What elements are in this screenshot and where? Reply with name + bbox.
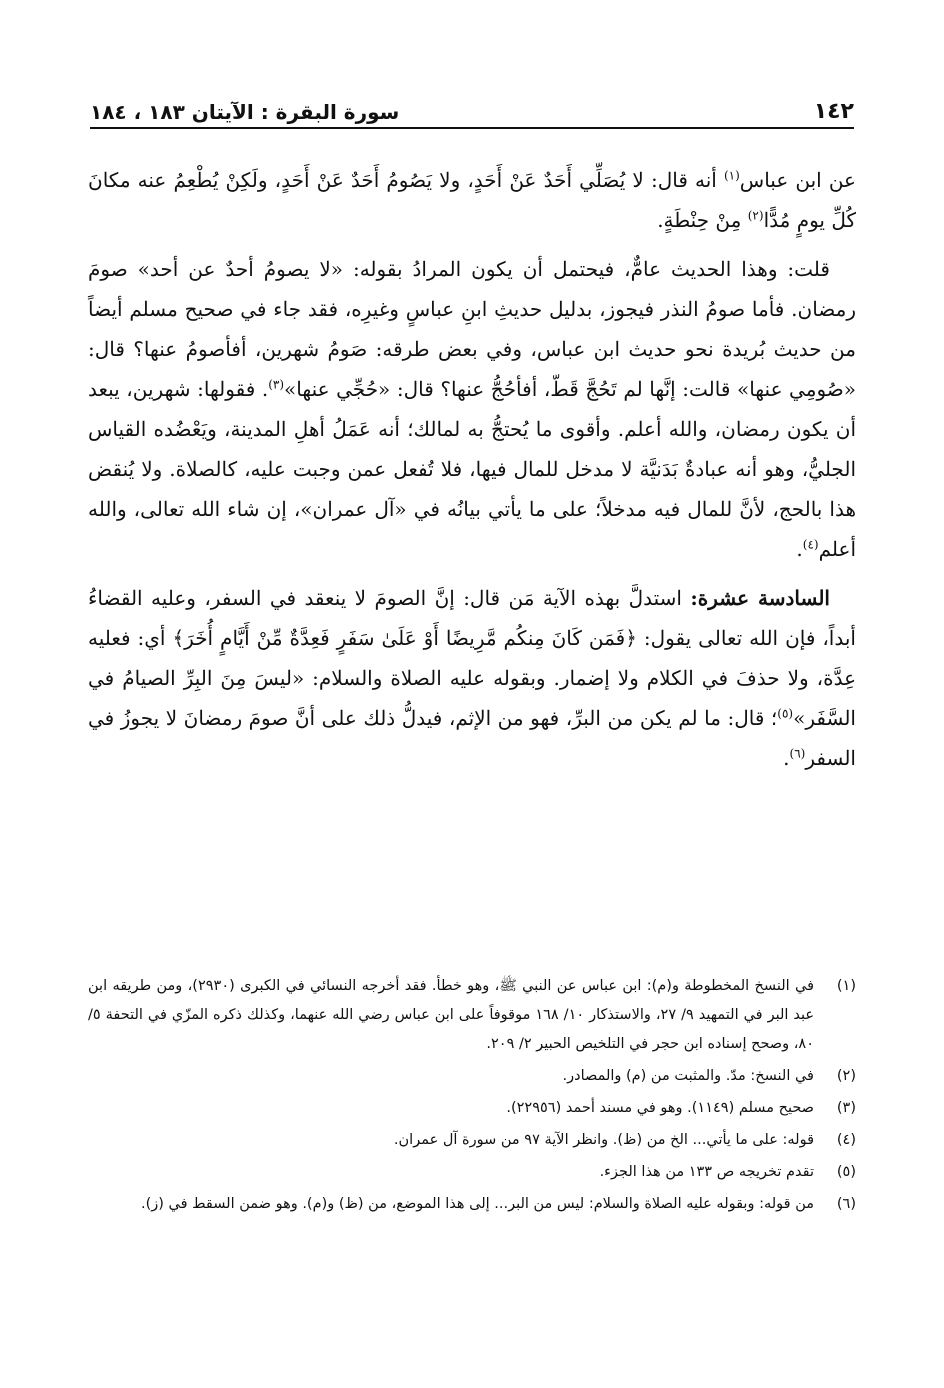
footnote-text: قوله: على ما يأتي... الخ من (ظ). وانظر الآية ٩٧ من سورة آل عمران. xyxy=(393,1132,814,1148)
text-run: أنه قال: لا يُصَلِّي أَحَدٌ عَنْ أَحَدٍ، ولا يَصُومُ أَحَدٌ عَنْ أَحَدٍ، ولَكِنْ يُطْعِمُ عنه مكانَ كُلِّ يومٍ مُدًّا xyxy=(88,168,856,232)
footnote-number: (٢) xyxy=(836,1068,856,1084)
footnote-number: (٤) xyxy=(836,1132,856,1148)
paragraph-3 xyxy=(88,578,856,778)
paragraph-2 xyxy=(88,249,856,569)
footnote-text: تقدم تخريجه ص ١٣٣ من هذا الجزء. xyxy=(599,1164,814,1180)
text-run: ؛ قال: ما لم يكن من البرِّ، فهو من الإثم، فيدلُّ ذلك على أنَّ صومَ رمضانَ لا يجوزُ في السفر xyxy=(88,706,856,770)
footnote xyxy=(88,1158,856,1187)
footnote xyxy=(88,1190,856,1219)
header-rule xyxy=(90,127,854,129)
main-text xyxy=(88,160,856,787)
page-header xyxy=(90,88,854,124)
footnote-ref: (٤) xyxy=(802,537,819,552)
text-run: . فقولها: شهرين، يبعد أن يكون رمضان، والله أعلم. وأقوى ما يُحتجُّ به لمالك؛ أنه عَمَلُ أهلِ المدينة، ويَعْضُده القياس الجليُّ، وهو أنه عبادةٌ بَدَنيَّة لا مدخل للمال فيها، فلا تُفعل عمن وجبت عليه، كالصلاة. ولا يُنقض هذا بالحج، لأنَّ للمال فيه مدخلاً؛ على ما يأتي بيانُه في «آل عمران»، إن شاء الله تعالى، والله أعلم xyxy=(88,377,857,561)
text-run: عن ابن عباس xyxy=(739,168,856,192)
footnote-number: (٦) xyxy=(836,1196,856,1212)
footnote-text: في النسخ المخطوطة و(م): ابن عباس عن النبي ﷺ، وهو خطأ. فقد أخرجه النسائي في الكبرى (٢٩٣٠)، ومن طريقه ابن عبد البر في التمهيد ٩/ ٢٧، والاستذكار ١٠/ ١٦٨ موقوفاً على ابن عباس رضي الله عنهما، وكذلك ذكره المزّي في التحفة ٥/ ٨٠، وصحح إسناده ابن حجر في التلخيص الحبير ٢/ ٢٠٩. xyxy=(88,978,814,1052)
footnote-ref: (٦) xyxy=(789,746,806,761)
footnote-ref: (٥) xyxy=(777,706,794,721)
section-lead: السادسة عشرة: xyxy=(690,586,830,610)
text-run: مِنْ حِنْطَةٍ. xyxy=(657,208,748,232)
footnote xyxy=(88,1062,856,1091)
footnote-ref: (٢) xyxy=(747,208,764,223)
running-title: سورة البقرة : الآيتان ١٨٣ ، ١٨٤ xyxy=(90,100,400,124)
footnote-number: (٥) xyxy=(836,1164,856,1180)
footnote-ref: (١) xyxy=(723,168,740,183)
footnote-text: من قوله: وبقوله عليه الصلاة والسلام: ليس من البر... إلى هذا الموضع، من (ظ) و(م). وهو ضمن السقط في (ز). xyxy=(140,1196,814,1212)
footnote xyxy=(88,1126,856,1155)
footnote-number: (٣) xyxy=(836,1100,856,1116)
text-run: . xyxy=(796,537,803,561)
footnote xyxy=(88,972,856,1059)
footnote-number: (١) xyxy=(836,978,856,994)
paragraph-1 xyxy=(88,160,856,240)
text-run: . xyxy=(783,746,790,770)
footnote-text: في النسخ: مدّ. والمثبت من (م) والمصادر. xyxy=(562,1068,814,1084)
footnote-ref: (٣) xyxy=(268,377,285,392)
text-run: استدلَّ بهذه الآية مَن قال: إنَّ الصومَ لا ينعقد في السفر، وعليه القضاءُ أبداً، فإن الله تعالى يقول: ﴿فَمَن كَانَ مِنكُم مَّرِيضًا أَوْ عَلَىٰ سَفَرٍ فَعِدَّةٌ مِّنْ أَيَّامٍ أُخَرَ﴾ أي: فعليه عِدَّة، ولا حذفَ في الكلام ولا إضمار. وبقوله عليه الصلاة والسلام: «ليسَ مِنَ البِرِّ الصيامُ في السَّفَر» xyxy=(88,586,856,730)
footnote-text: صحيح مسلم (١١٤٩). وهو في مسند أحمد (٢٢٩٥٦). xyxy=(506,1100,814,1116)
footnotes xyxy=(88,972,856,1222)
footnote xyxy=(88,1094,856,1123)
page-number: ١٤٢ xyxy=(813,99,854,124)
text-run: قلت: وهذا الحديث عامٌّ، فيحتمل أن يكون المرادُ بقوله: «لا يصومُ أحدٌ عن أحد» صومَ رمضان. فأما صومُ النذر فيجوز، بدليل حديثِ ابنِ عباسٍ وغيرِه، فقد جاء في صحيح مسلم أيضاً من حديث بُريدة نحو حديث ابن عباس، وفي بعض طرقه: صَومُ شهرين، أفأصومُ عنها؟ قال: «صُومِي عنها» قالت: إنَّها لم تَحُجَّ قَطّ، أفأحُجُّ عنها؟ قال: «حُجِّي عنها» xyxy=(88,257,856,401)
